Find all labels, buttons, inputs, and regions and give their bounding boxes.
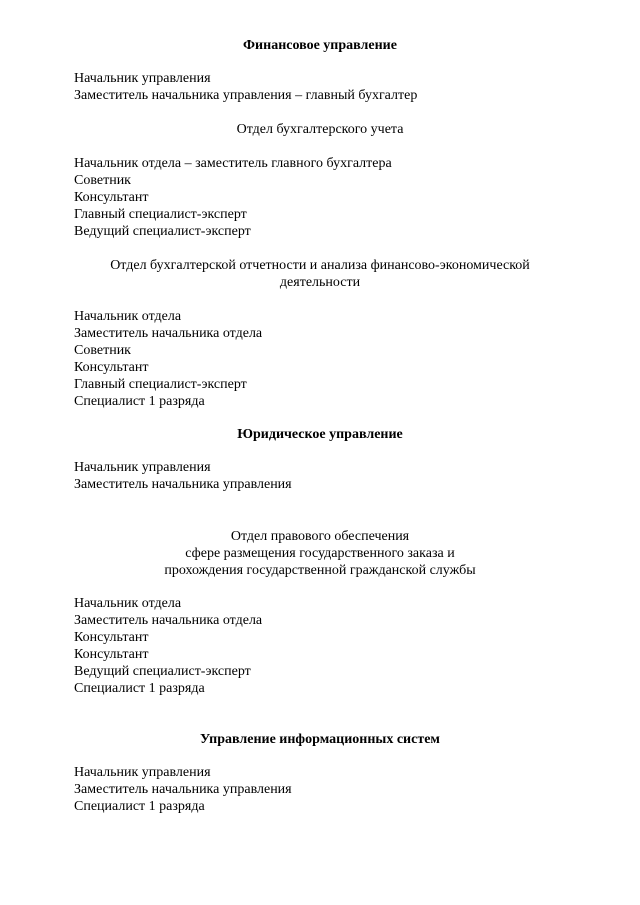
position-item: Главный специалист-эксперт [74,207,247,222]
position-item: Специалист 1 разряда [74,681,205,696]
section-heading-line: прохождения государственной гражданской службы [164,563,476,578]
section-heading-finance: Финансовое управление [243,38,397,53]
position-list-legal-support [74,595,614,697]
section-heading-line: Отдел правового обеспечения [230,529,410,544]
position-item: Начальник управления [74,765,211,780]
position-item: Консультант [74,190,149,205]
position-item: Ведущий специалист-эксперт [74,664,251,679]
position-item: Начальник управления [74,460,211,475]
position-item: Начальник управления [74,71,211,86]
position-item: Советник [74,173,131,188]
position-item: Консультант [74,360,149,375]
position-item: Начальник отдела [74,309,182,324]
position-item: Консультант [74,647,149,662]
section-heading-accounting [0,121,640,138]
position-item: Специалист 1 разряда [74,394,205,409]
position-list-reporting [74,308,614,410]
position-item: Заместитель начальника отдела [74,326,263,341]
section-heading-line: Отдел бухгалтерского учета [236,122,404,137]
position-list-legal [74,459,614,493]
position-item: Консультант [74,630,149,645]
position-list-finance [74,70,614,104]
section-heading-it: Управление информационных систем [200,732,440,747]
section-heading-legal: Юридическое управление [237,427,403,442]
position-item: Заместитель начальника управления [74,477,292,492]
position-item: Специалист 1 разряда [74,799,205,814]
position-list-it [74,764,614,815]
section-heading-line: сфере размещения государственного заказа и [185,546,455,561]
position-item: Заместитель начальника отдела [74,613,263,628]
position-item: Советник [74,343,131,358]
position-item: Ведущий специалист-эксперт [74,224,251,239]
section-heading-legal-support [0,528,640,579]
position-item: Начальник отдела [74,596,182,611]
section-heading-reporting [0,257,640,291]
section-heading-line: Отдел бухгалтерской отчетности и анализа финансово-экономической [110,258,530,273]
position-item: Заместитель начальника управления – главный бухгалтер [74,88,418,103]
position-item: Заместитель начальника управления [74,782,292,797]
position-item: Главный специалист-эксперт [74,377,247,392]
position-item: Начальник отдела – заместитель главного бухгалтера [74,156,392,171]
section-heading-line: деятельности [279,275,361,290]
position-list-accounting [74,155,614,240]
